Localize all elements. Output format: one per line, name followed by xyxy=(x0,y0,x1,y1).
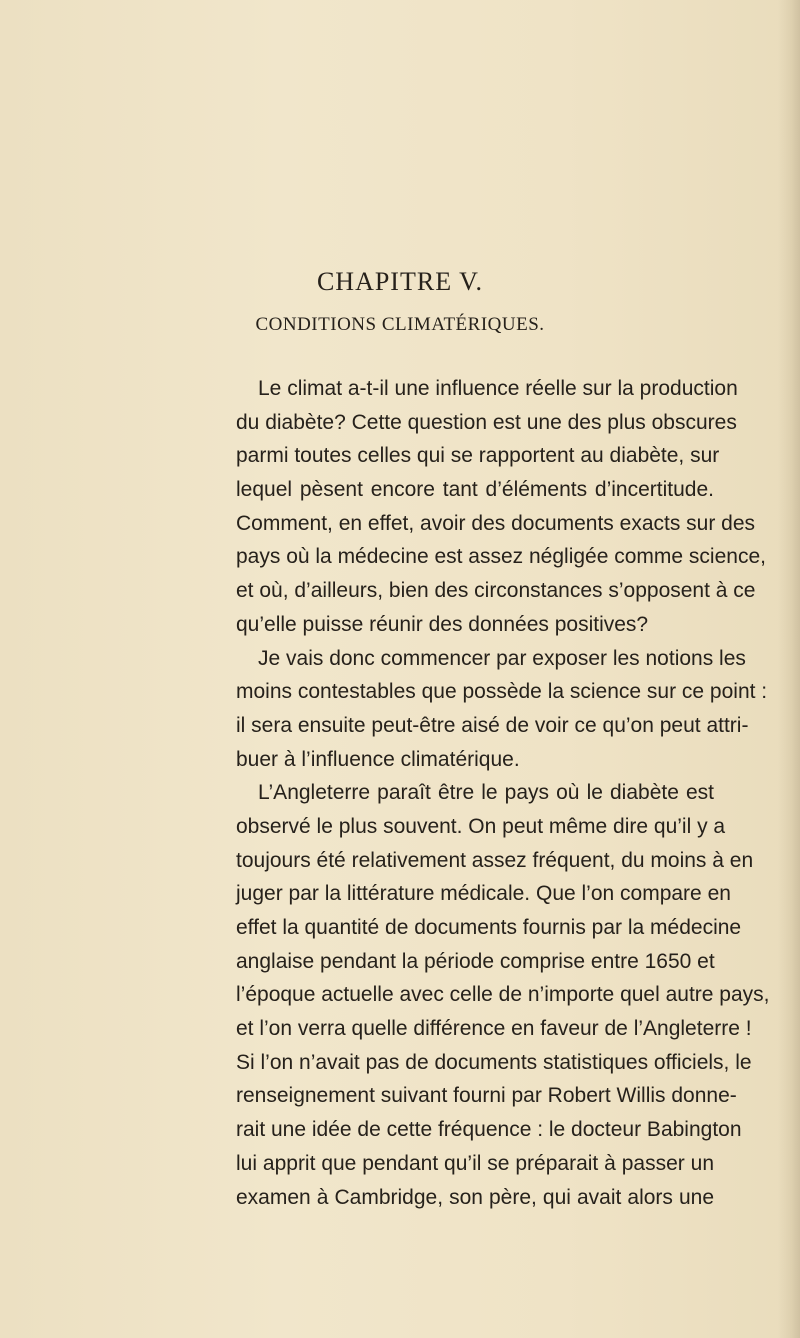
text-line: L’Angleterre paraît être le pays où le diabète est xyxy=(258,781,714,805)
page-binding-edge xyxy=(778,0,800,1338)
text-line: renseignement suivant fourni par Robert Willis donne- xyxy=(236,1084,737,1108)
text-line: buer à l’influence climatérique. xyxy=(236,747,520,771)
text-line: et où, d’ailleurs, bien des circonstances s’opposent à ce xyxy=(236,579,756,603)
text-line: il sera ensuite peut-être aisé de voir ce qu’on peut attri- xyxy=(236,713,749,737)
text-line: observé le plus souvent. On peut même dire qu’il y a xyxy=(236,814,726,838)
text-line: Je vais donc commencer par exposer les notions les xyxy=(258,646,746,670)
text-line: anglaise pendant la période comprise entre 1650 et xyxy=(236,949,715,973)
section-title: CONDITIONS CLIMATÉRIQUES. xyxy=(255,314,545,335)
body-text xyxy=(236,372,770,1214)
text-line: pays où la médecine est assez négligée comme science, xyxy=(236,545,766,569)
text-line: Comment, en effet, avoir des documents exacts sur des xyxy=(236,511,756,535)
text-line: examen à Cambridge, son père, qui avait alors une xyxy=(236,1185,714,1209)
text-line: parmi toutes celles qui se rapportent au diabète, sur xyxy=(236,444,720,468)
text-line: rait une idée de cette fréquence : le docteur Babington xyxy=(236,1118,742,1142)
text-line: lui apprit que pendant qu’il se préparait à passer un xyxy=(236,1151,714,1175)
text-line: qu’elle puisse réunir des données positives? xyxy=(236,612,649,636)
text-line: moins contestables que possède la science sur ce point : xyxy=(236,680,768,704)
text-line: toujours été relativement assez fréquent, du moins à en xyxy=(236,848,754,872)
text-line: l’époque actuelle avec celle de n’importe quel autre pays, xyxy=(236,983,770,1007)
text-line: Si l’on n’avait pas de documents statistiques officiels, le xyxy=(236,1050,752,1074)
text-line: du diabète? Cette question est une des plus obscures xyxy=(236,410,737,434)
text-line: lequel pèsent encore tant d’éléments d’incertitude. xyxy=(236,478,714,502)
chapter-title: CHAPITRE V. xyxy=(316,267,484,296)
text-line: juger par la littérature médicale. Que l’on compare en xyxy=(236,882,731,906)
text-line: effet la quantité de documents fournis par la médecine xyxy=(236,916,742,939)
text-line: et l’on verra quelle différence en faveur de l’Angleterre ! xyxy=(236,1017,752,1041)
text-line: Le climat a-t-il une influence réelle sur la production xyxy=(258,377,738,400)
